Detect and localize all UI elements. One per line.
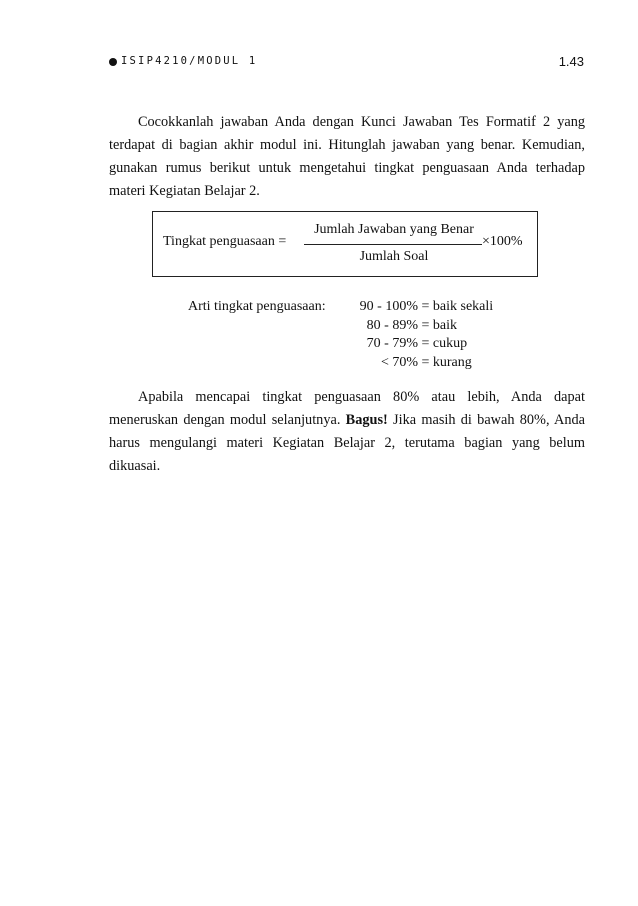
mastery-range: 70 - 79% [366, 336, 418, 351]
instruction-paragraph [109, 111, 585, 203]
page-header [109, 53, 584, 73]
mastery-level-row [342, 335, 467, 354]
feedback-paragraph [109, 386, 585, 478]
mastery-meaning: = baik sekali [421, 299, 494, 314]
bullet-icon [109, 58, 117, 66]
bagus-emphasis: Bagus! [345, 412, 388, 428]
mastery-meaning: = cukup [421, 336, 468, 351]
formula-denominator: Jumlah Soal [359, 249, 429, 264]
feedback-text-end: Jika masih di bawah 80%, Anda harus mengulangi materi Kegiatan Belajar 2, terutama bagian yang belum dikuasai. [109, 412, 585, 474]
formula-numerator: Jumlah Jawaban yang Benar [314, 222, 474, 237]
instruction-text: Cocokkanlah jawaban Anda dengan Kunci Jawaban Tes Formatif 2 yang terdapat di bagian akhir modul ini. Hitunglah jawaban yang benar. Kemudian, gunakan rumus berikut untuk mengetahui tingkat penguasaan Anda terhadap materi Kegiatan Belajar 2. [109, 114, 585, 199]
fraction-line [304, 244, 482, 245]
mastery-level-row [342, 354, 472, 373]
formula-multiplier: ×100% [482, 234, 523, 249]
mastery-range: 90 - 100% [359, 299, 418, 314]
page-number: 1.43 [558, 54, 584, 69]
mastery-range: 80 - 89% [366, 317, 418, 333]
module-code: ISIP4210/MODUL 1 [121, 55, 258, 67]
mastery-meaning: = baik [421, 317, 457, 333]
mastery-meaning: = kurang [421, 354, 472, 370]
mastery-level-table [188, 298, 508, 374]
mastery-formula-box [152, 211, 538, 277]
mastery-level-title: Arti tingkat penguasaan: [188, 299, 326, 314]
formula-label: Tingkat penguasaan = [163, 234, 287, 249]
mastery-level-row [342, 298, 493, 317]
mastery-level-row [342, 317, 457, 336]
mastery-range: < 70% [380, 354, 418, 370]
feedback-text-start: Apabila mencapai tingkat penguasaan 80% atau lebih, Anda dapat meneruskan dengan modul selanjutnya. [109, 389, 585, 428]
